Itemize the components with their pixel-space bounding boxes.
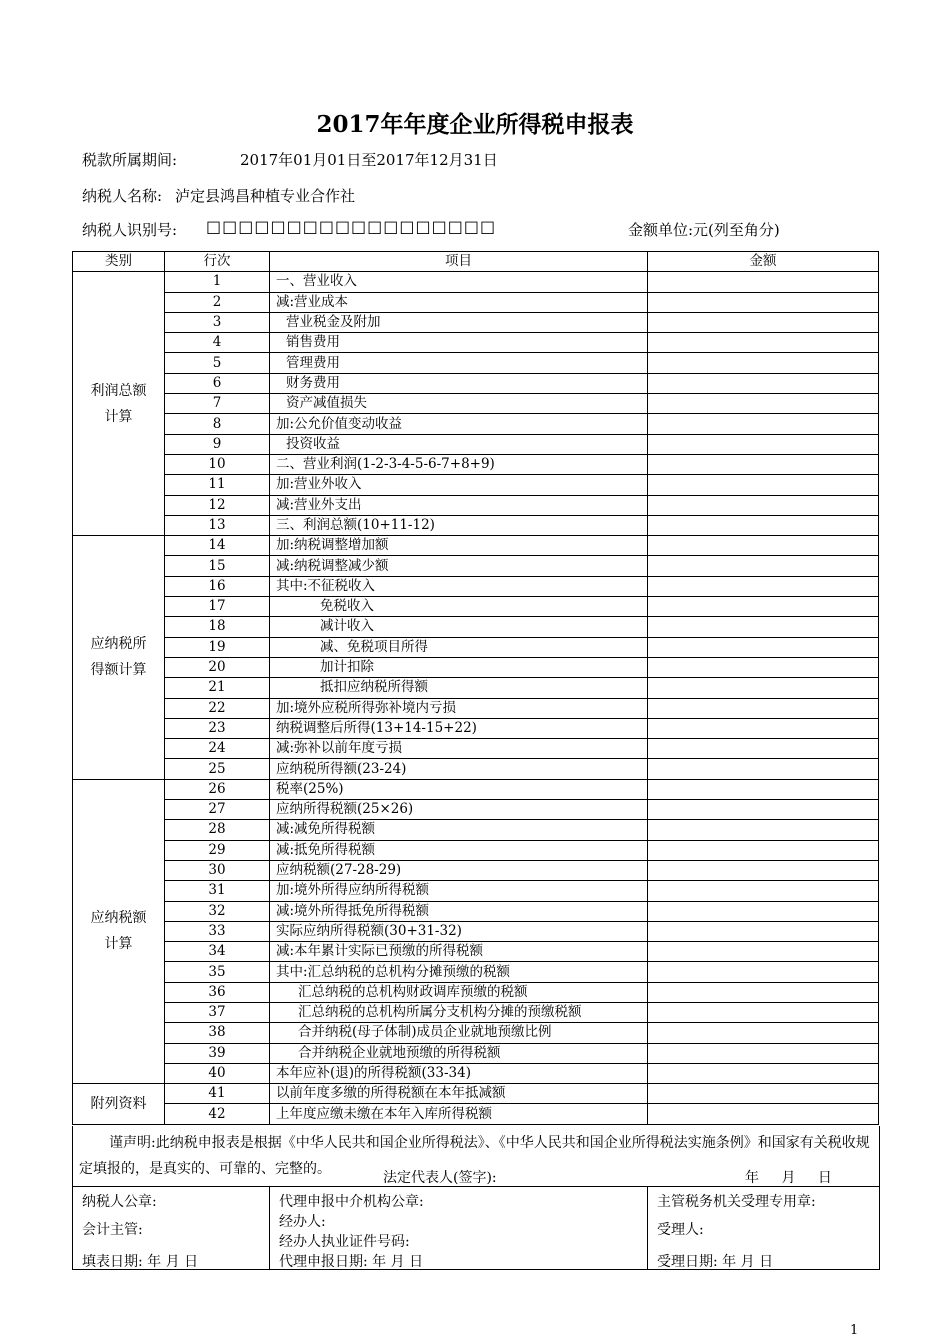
row-amount[interactable]	[648, 921, 879, 941]
receiver: 受理人:	[657, 1222, 704, 1238]
row-amount[interactable]	[648, 739, 879, 759]
row-amount[interactable]	[648, 820, 879, 840]
table-row	[73, 779, 879, 799]
row-item: 上年度应缴未缴在本年入库所得税额	[270, 1104, 648, 1124]
row-number: 31	[165, 881, 270, 901]
table-row	[73, 576, 879, 596]
taxpayer-section	[73, 1187, 270, 1269]
row-number: 18	[165, 617, 270, 637]
table-row	[73, 1104, 879, 1124]
table-row	[73, 414, 879, 434]
currency-unit: 金额单位:元(列至角分)	[628, 221, 780, 239]
table-row	[73, 921, 879, 941]
table-row	[73, 475, 879, 495]
row-item: 合并纳税企业就地预缴的所得税额	[270, 1043, 648, 1063]
table-row	[73, 982, 879, 1002]
row-item: 加:境外所得应纳所得税额	[270, 881, 648, 901]
row-number: 34	[165, 942, 270, 962]
row-amount[interactable]	[648, 718, 879, 738]
table-row	[73, 800, 879, 820]
taxpayer-seal: 纳税人公章:	[82, 1194, 157, 1210]
table-row	[73, 820, 879, 840]
row-amount[interactable]	[648, 779, 879, 799]
row-number: 32	[165, 901, 270, 921]
row-item: 减:营业外支出	[270, 495, 648, 515]
table-row	[73, 840, 879, 860]
row-amount[interactable]	[648, 1023, 879, 1043]
table-row	[73, 556, 879, 576]
row-item: 汇总纳税的总机构财政调库预缴的税额	[270, 982, 648, 1002]
row-amount[interactable]	[648, 860, 879, 880]
row-amount[interactable]	[648, 495, 879, 515]
table-row	[73, 292, 879, 312]
row-number: 21	[165, 678, 270, 698]
table-row	[73, 1084, 879, 1104]
row-number: 41	[165, 1084, 270, 1104]
row-item: 应纳所得税额(25×26)	[270, 800, 648, 820]
taxpayer-id-boxes[interactable]: □□□□□□□□□□□□□□□□□□	[206, 217, 497, 236]
row-item: 减:抵免所得税额	[270, 840, 648, 860]
row-amount[interactable]	[648, 312, 879, 332]
table-row	[73, 434, 879, 454]
row-amount[interactable]	[648, 333, 879, 353]
row-amount[interactable]	[648, 475, 879, 495]
row-item: 三、利润总额(10+11-12)	[270, 515, 648, 535]
row-number: 14	[165, 536, 270, 556]
table-row	[73, 1063, 879, 1083]
table-row	[73, 515, 879, 535]
table-row	[73, 698, 879, 718]
row-amount[interactable]	[648, 515, 879, 535]
row-item: 营业税金及附加	[270, 312, 648, 332]
taxpayer-id-label: 纳税人识别号:	[82, 221, 178, 239]
row-number: 6	[165, 373, 270, 393]
table-row	[73, 373, 879, 393]
row-amount[interactable]	[648, 414, 879, 434]
table-row	[73, 617, 879, 637]
row-item: 应纳税所得额(23-24)	[270, 759, 648, 779]
row-item: 管理费用	[270, 353, 648, 373]
row-number: 27	[165, 800, 270, 820]
row-amount[interactable]	[648, 942, 879, 962]
table-row	[73, 718, 879, 738]
row-item: 减:纳税调整减少额	[270, 556, 648, 576]
agent-seal: 代理申报中介机构公章:	[279, 1194, 424, 1210]
row-amount[interactable]	[648, 373, 879, 393]
row-amount[interactable]	[648, 962, 879, 982]
page-title: 2017年年度企业所得税申报表	[316, 111, 634, 138]
table-row	[73, 394, 879, 414]
row-item: 减计收入	[270, 617, 648, 637]
row-number: 30	[165, 860, 270, 880]
row-item: 一、营业收入	[270, 272, 648, 292]
row-number: 35	[165, 962, 270, 982]
row-item: 财务费用	[270, 373, 648, 393]
row-number: 36	[165, 982, 270, 1002]
row-amount[interactable]	[648, 434, 879, 454]
row-amount[interactable]	[648, 1002, 879, 1022]
row-item: 税率(25%)	[270, 779, 648, 799]
row-amount[interactable]	[648, 1063, 879, 1083]
tax-period-label: 税款所属期间:	[82, 151, 178, 169]
row-item: 合并纳税(母子体制)成员企业就地预缴比例	[270, 1023, 648, 1043]
table-row	[73, 536, 879, 556]
row-amount[interactable]	[648, 1084, 879, 1104]
row-amount[interactable]	[648, 678, 879, 698]
row-item: 应纳税额(27-28-29)	[270, 860, 648, 880]
row-number: 29	[165, 840, 270, 860]
header-category: 类别	[73, 252, 165, 272]
row-number: 28	[165, 820, 270, 840]
row-amount[interactable]	[648, 272, 879, 292]
table-header-row	[73, 252, 879, 272]
row-amount[interactable]	[648, 698, 879, 718]
row-amount[interactable]	[648, 353, 879, 373]
row-item: 减:弥补以前年度亏损	[270, 739, 648, 759]
category-cell: 应纳税额计算	[73, 779, 165, 1083]
table-row	[73, 1043, 879, 1063]
table-row	[73, 881, 879, 901]
table-row	[73, 739, 879, 759]
row-number: 4	[165, 333, 270, 353]
row-item: 减:营业成本	[270, 292, 648, 312]
tax-return-table	[72, 251, 879, 1125]
row-amount[interactable]	[648, 1104, 879, 1124]
header-row-no: 行次	[165, 252, 270, 272]
table-row	[73, 942, 879, 962]
tax-period-value: 2017年01月01日至2017年12月31日	[240, 151, 498, 169]
row-number: 8	[165, 414, 270, 434]
footer-signatures	[72, 1186, 880, 1270]
row-amount[interactable]	[648, 576, 879, 596]
row-item: 加:纳税调整增加额	[270, 536, 648, 556]
row-amount[interactable]	[648, 292, 879, 312]
handler-cert: 经办人执业证件号码:	[279, 1234, 410, 1250]
row-number: 33	[165, 921, 270, 941]
row-item: 减:减免所得税额	[270, 820, 648, 840]
row-number: 39	[165, 1043, 270, 1063]
row-number: 13	[165, 515, 270, 535]
row-item: 实际应纳所得税额(30+31-32)	[270, 921, 648, 941]
row-number: 19	[165, 637, 270, 657]
table-row	[73, 353, 879, 373]
handler: 经办人:	[279, 1214, 326, 1230]
authority-seal: 主管税务机关受理专用章:	[657, 1194, 816, 1210]
row-item: 其中:不征税收入	[270, 576, 648, 596]
row-number: 9	[165, 434, 270, 454]
header-amount: 金额	[648, 252, 879, 272]
row-number: 7	[165, 394, 270, 414]
header-item: 项目	[270, 252, 648, 272]
taxpayer-name-value: 泸定县鸿昌种植专业合作社	[175, 187, 356, 205]
row-number: 42	[165, 1104, 270, 1124]
table-row	[73, 901, 879, 921]
row-amount[interactable]	[648, 617, 879, 637]
row-item: 减:本年累计实际已预缴的所得税额	[270, 942, 648, 962]
row-item: 免税收入	[270, 597, 648, 617]
row-amount[interactable]	[648, 556, 879, 576]
row-number: 22	[165, 698, 270, 718]
row-amount[interactable]	[648, 901, 879, 921]
row-item: 加计扣除	[270, 657, 648, 677]
row-amount[interactable]	[648, 800, 879, 820]
row-number: 26	[165, 779, 270, 799]
row-amount[interactable]	[648, 597, 879, 617]
row-amount[interactable]	[648, 394, 879, 414]
row-number: 5	[165, 353, 270, 373]
row-number: 1	[165, 272, 270, 292]
row-amount[interactable]	[648, 536, 879, 556]
row-item: 汇总纳税的总机构所属分支机构分摊的预缴税额	[270, 1002, 648, 1022]
category-cell: 应纳税所得额计算	[73, 536, 165, 780]
page-number: 1	[850, 1323, 859, 1338]
row-number: 10	[165, 454, 270, 474]
table-row	[73, 312, 879, 332]
row-amount[interactable]	[648, 759, 879, 779]
legal-representative-signature[interactable]: 法定代表人(签字):	[383, 1170, 497, 1186]
table-row	[73, 272, 879, 292]
row-number: 16	[165, 576, 270, 596]
declaration-box	[72, 1126, 880, 1186]
row-amount[interactable]	[648, 840, 879, 860]
row-number: 24	[165, 739, 270, 759]
row-item: 抵扣应纳税所得额	[270, 678, 648, 698]
table-row	[73, 495, 879, 515]
authority-section	[648, 1187, 878, 1269]
row-item: 减:境外所得抵免所得税额	[270, 901, 648, 921]
table-row	[73, 1002, 879, 1022]
row-number: 15	[165, 556, 270, 576]
row-amount[interactable]	[648, 1043, 879, 1063]
row-amount[interactable]	[648, 982, 879, 1002]
row-number: 20	[165, 657, 270, 677]
row-number: 38	[165, 1023, 270, 1043]
row-item: 其中:汇总纳税的总机构分摊预缴的税额	[270, 962, 648, 982]
row-amount[interactable]	[648, 657, 879, 677]
agent-date: 代理申报日期: 年 月 日	[279, 1254, 424, 1270]
table-row	[73, 333, 879, 353]
table-row	[73, 759, 879, 779]
row-number: 2	[165, 292, 270, 312]
table-row	[73, 597, 879, 617]
fill-date: 填表日期: 年 月 日	[82, 1254, 199, 1270]
declaration-date: 年 月 日	[745, 1170, 832, 1186]
row-number: 40	[165, 1063, 270, 1083]
receive-date: 受理日期: 年 月 日	[657, 1254, 774, 1270]
row-item: 投资收益	[270, 434, 648, 454]
row-amount[interactable]	[648, 637, 879, 657]
table-row	[73, 637, 879, 657]
table-row	[73, 962, 879, 982]
row-item: 二、营业利润(1-2-3-4-5-6-7+8+9)	[270, 454, 648, 474]
declaration-text: 谨声明:此纳税申报表是根据《中华人民共和国企业所得税法》、《中华人民共和国企业所得税法实施条例》和国家有关税收规定填报的，是真实的、可靠的、完整的。	[79, 1135, 870, 1177]
category-cell: 附列资料	[73, 1084, 165, 1125]
table-row	[73, 860, 879, 880]
row-amount[interactable]	[648, 454, 879, 474]
row-item: 加:营业外收入	[270, 475, 648, 495]
row-item: 加:公允价值变动收益	[270, 414, 648, 434]
row-item: 纳税调整后所得(13+14-15+22)	[270, 718, 648, 738]
row-number: 3	[165, 312, 270, 332]
taxpayer-name-label: 纳税人名称:	[82, 187, 163, 205]
agent-section	[270, 1187, 648, 1269]
row-number: 12	[165, 495, 270, 515]
row-item: 资产减值损失	[270, 394, 648, 414]
row-number: 11	[165, 475, 270, 495]
row-number: 25	[165, 759, 270, 779]
row-item: 以前年度多缴的所得税额在本年抵减额	[270, 1084, 648, 1104]
table-row	[73, 454, 879, 474]
category-cell: 利润总额计算	[73, 272, 165, 536]
row-item: 加:境外应税所得弥补境内亏损	[270, 698, 648, 718]
accountant: 会计主管:	[82, 1222, 143, 1238]
table-row	[73, 657, 879, 677]
row-item: 销售费用	[270, 333, 648, 353]
row-item: 本年应补(退)的所得税额(33-34)	[270, 1063, 648, 1083]
row-amount[interactable]	[648, 881, 879, 901]
row-number: 37	[165, 1002, 270, 1022]
row-number: 23	[165, 718, 270, 738]
row-number: 17	[165, 597, 270, 617]
table-row	[73, 678, 879, 698]
row-item: 减、免税项目所得	[270, 637, 648, 657]
table-row	[73, 1023, 879, 1043]
